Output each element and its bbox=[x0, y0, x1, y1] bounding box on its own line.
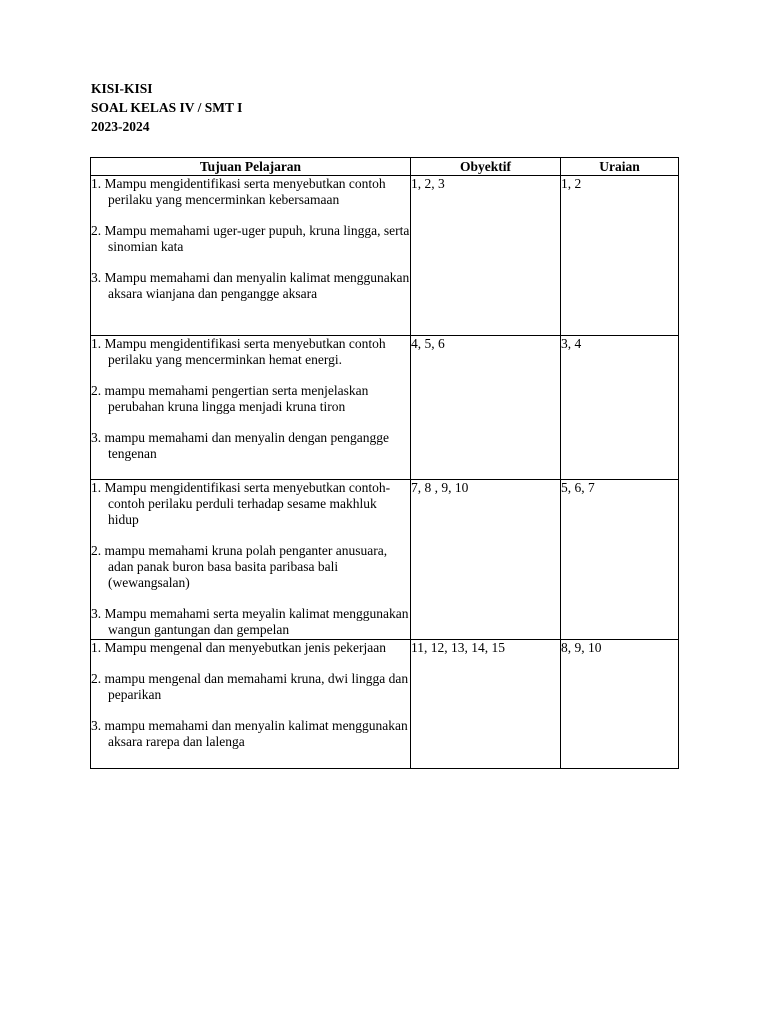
tujuan-cell bbox=[91, 640, 411, 769]
goal-item: 1. Mampu mengidentifikasi serta menyebutkan contoh perilaku yang mencerminkan hemat energi. bbox=[91, 336, 386, 367]
uraian-cell: 3, 4 bbox=[561, 336, 679, 480]
header-tujuan: Tujuan Pelajaran bbox=[91, 158, 411, 176]
goal-item: 1. Mampu mengenal dan menyebutkan jenis pekerjaan bbox=[91, 640, 387, 655]
table-row bbox=[91, 480, 679, 640]
doc-class-semester: SOAL KELAS IV / SMT I bbox=[91, 100, 243, 115]
uraian-cell: 1, 2 bbox=[561, 176, 679, 336]
obyektif-cell: 11, 12, 13, 14, 15 bbox=[411, 640, 561, 769]
document-header bbox=[91, 79, 242, 136]
goal-item: 3. mampu memahami dan menyalin dengan pengangge tengenan bbox=[91, 430, 390, 461]
goal-item: 2. mampu mengenal dan memahami kruna, dwi lingga dan peparikan bbox=[91, 671, 409, 702]
goal-item: 2. Mampu memahami uger-uger pupuh, kruna lingga, serta sinomian kata bbox=[91, 223, 410, 254]
table-header-row bbox=[91, 158, 679, 176]
uraian-cell: 5, 6, 7 bbox=[561, 480, 679, 640]
table-row bbox=[91, 336, 679, 480]
doc-year: 2023-2024 bbox=[91, 119, 150, 134]
table-row bbox=[91, 640, 679, 769]
goal-item: 2. mampu memahami pengertian serta menjelaskan perubahan kruna lingga menjadi kruna tiron bbox=[91, 383, 369, 414]
goal-item: 1. Mampu mengidentifikasi serta menyebutkan contoh perilaku yang mencerminkan kebersamaan bbox=[91, 176, 386, 207]
goal-item: 1. Mampu mengidentifikasi serta menyebutkan contoh-contoh perilaku perduli terhadap sesame makhluk hidup bbox=[91, 480, 391, 527]
tujuan-cell bbox=[91, 336, 411, 480]
obyektif-cell: 1, 2, 3 bbox=[411, 176, 561, 336]
doc-title: KISI-KISI bbox=[91, 81, 153, 96]
table-row bbox=[91, 176, 679, 336]
goal-item: 3. Mampu memahami dan menyalin kalimat menggunakan aksara wianjana dan pengangge aksara bbox=[91, 270, 410, 301]
tujuan-cell bbox=[91, 480, 411, 640]
goal-item: 3. Mampu memahami serta meyalin kalimat menggunakan wangun gantungan dan gempelan bbox=[91, 606, 409, 637]
tujuan-cell bbox=[91, 176, 411, 336]
kisi-kisi-table bbox=[90, 157, 679, 769]
header-uraian: Uraian bbox=[561, 158, 679, 176]
obyektif-cell: 4, 5, 6 bbox=[411, 336, 561, 480]
uraian-cell: 8, 9, 10 bbox=[561, 640, 679, 769]
goal-item: 2. mampu memahami kruna polah penganter anusuara, adan panak buron basa basita paribasa bali (wewangsalan) bbox=[91, 543, 388, 590]
obyektif-cell: 7, 8 , 9, 10 bbox=[411, 480, 561, 640]
header-obyektif: Obyektif bbox=[411, 158, 561, 176]
goal-item: 3. mampu memahami dan menyalin kalimat menggunakan aksara rarepa dan lalenga bbox=[91, 718, 408, 749]
